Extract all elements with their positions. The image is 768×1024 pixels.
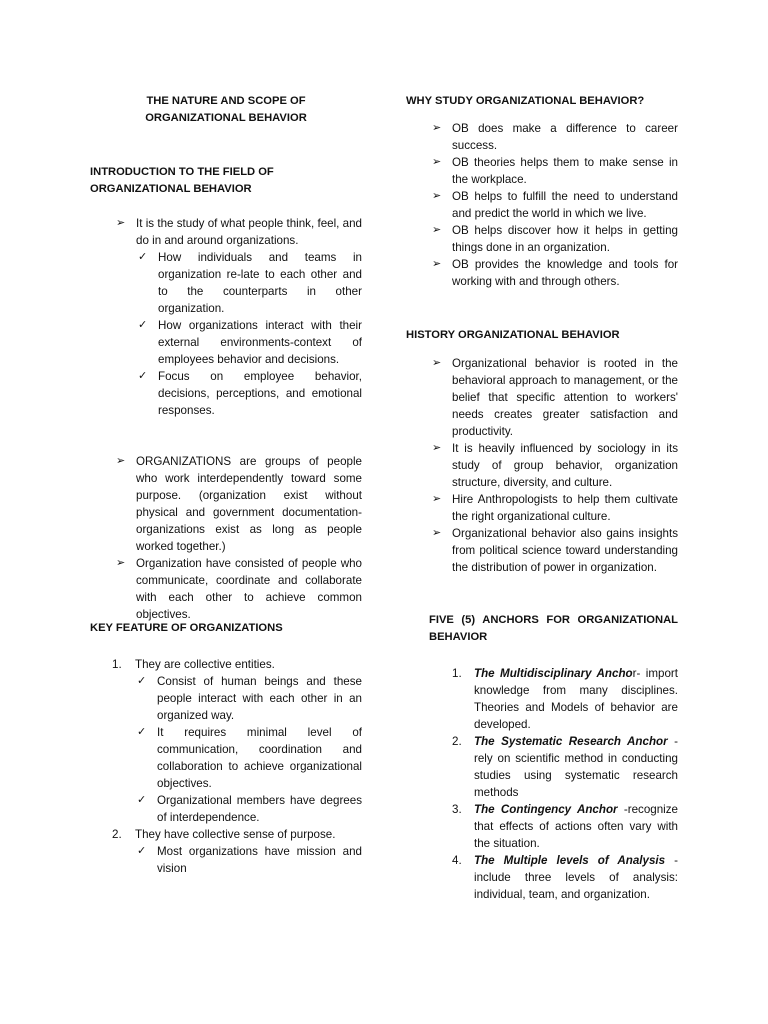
bullet-text: OB helps discover how it helps in getting things done in an organization.	[452, 224, 678, 254]
item-text: They are collective entities.	[135, 658, 275, 671]
bullet-text: OB does make a difference to career success.	[452, 122, 678, 152]
check-text: Focus on employee behavior, decisions, perceptions, and emotional responses.	[158, 370, 362, 417]
intro-heading: INTRODUCTION TO THE FIELD OF ORGANIZATIONAL BEHAVIOR	[90, 166, 274, 195]
list-item	[406, 491, 678, 525]
list-item	[90, 656, 362, 826]
arrowhead-bullet-icon: ➢	[116, 557, 126, 569]
spacer	[90, 419, 362, 436]
bullet-text: OB helps to fulfill the need to understand and predict the world in which we live.	[452, 190, 678, 220]
arrowhead-bullet-icon: ➢	[432, 122, 442, 134]
list-item	[136, 249, 362, 317]
bullet-text: Organization have consisted of people who communicate, coordinate and collaborate with each other to achieve common objectives.	[136, 557, 362, 621]
list-item	[406, 355, 678, 440]
key-feature-list	[90, 656, 362, 877]
why-section	[406, 93, 678, 290]
check-list	[136, 249, 362, 419]
list-item	[135, 673, 362, 724]
history-section	[406, 327, 678, 576]
list-item	[406, 188, 678, 222]
check-list	[135, 843, 362, 877]
bullet-text: ORGANIZATIONS are groups of people who work interdependently toward some purpose. (organization exist without physical and government documentation-organizations exist as long as people worked together.)	[136, 455, 362, 553]
anchor-name: The Multidisciplinary Ancho	[474, 667, 633, 680]
bullet-text: OB provides the knowledge and tools for working with and through others.	[452, 258, 678, 288]
why-bullet-list	[406, 120, 678, 290]
list-item	[406, 440, 678, 491]
arrowhead-bullet-icon: ➢	[432, 258, 442, 270]
list-item	[406, 801, 678, 852]
item-number: 3.	[452, 803, 462, 816]
list-item	[135, 724, 362, 792]
bullet-text: Organizational behavior is rooted in the behavioral approach to management, or the belief that specific attention to workers' needs creates greater satisfaction and productivity.	[452, 357, 678, 438]
document-title-block	[90, 93, 362, 127]
list-item	[135, 792, 362, 826]
list-item	[406, 256, 678, 290]
list-item	[90, 215, 362, 419]
intro-bullet-list	[90, 215, 362, 623]
spacer	[90, 436, 362, 453]
history-bullet-list	[406, 355, 678, 576]
item-text: They have collective sense of purpose.	[135, 828, 336, 841]
anchor-name: The Contingency Anchor	[474, 803, 618, 816]
anchor-description: -recognize that effects of actions often vary with the situation.	[474, 803, 678, 850]
arrowhead-bullet-icon: ➢	[116, 455, 126, 467]
key-feature-section	[90, 620, 362, 877]
item-number: 2.	[112, 828, 122, 841]
arrowhead-bullet-icon: ➢	[432, 224, 442, 236]
list-item	[406, 733, 678, 801]
check-text: How organizations interact with their external environments-context of employees behavior and decisions.	[158, 319, 362, 366]
arrowhead-bullet-icon: ➢	[116, 217, 126, 229]
anchor-description: - rely on scientific method in conducting studies using systematic research methods	[474, 735, 678, 799]
bullet-text: OB theories helps them to make sense in the workplace.	[452, 156, 678, 186]
item-number: 1.	[452, 667, 462, 680]
anchor-name: The Multiple levels of Analysis	[474, 854, 666, 867]
list-item	[406, 120, 678, 154]
arrowhead-bullet-icon: ➢	[432, 493, 442, 505]
arrowhead-bullet-icon: ➢	[432, 442, 442, 454]
list-item	[136, 368, 362, 419]
check-text: How individuals and teams in organization re-late to each other and to the counterparts in other organization.	[158, 251, 362, 315]
list-item	[406, 222, 678, 256]
anchors-list	[406, 665, 678, 903]
history-heading: HISTORY ORGANIZATIONAL BEHAVIOR	[406, 329, 620, 341]
check-text: It requires minimal level of communication, coordination and collaboration to achieve organizational objectives.	[157, 726, 362, 790]
list-item	[136, 317, 362, 368]
key-feature-heading: KEY FEATURE OF ORGANIZATIONS	[90, 622, 283, 634]
checkmark-icon: ✓	[138, 319, 148, 331]
checkmark-icon: ✓	[138, 370, 148, 382]
anchor-description: r- import knowledge from many disciplines. Theories and Models of behavior are developed.	[474, 667, 679, 731]
arrowhead-bullet-icon: ➢	[432, 527, 442, 539]
check-text: Consist of human beings and these people interact with each other in an organized way.	[157, 675, 362, 722]
bullet-text: It is heavily influenced by sociology in its study of group behavior, organization structure, diversity, and culture.	[452, 442, 678, 489]
list-item	[90, 826, 362, 877]
list-item	[406, 852, 678, 903]
anchors-heading: FIVE (5) ANCHORS FOR ORGANIZATIONAL BEHAVIOR	[429, 614, 678, 643]
list-item	[406, 154, 678, 188]
arrowhead-bullet-icon: ➢	[432, 156, 442, 168]
list-item	[406, 665, 678, 733]
anchors-section	[406, 612, 678, 903]
why-heading: WHY STUDY ORGANIZATIONAL BEHAVIOR?	[406, 95, 645, 107]
arrowhead-bullet-icon: ➢	[432, 190, 442, 202]
intro-section	[90, 164, 362, 623]
checkmark-icon: ✓	[137, 726, 147, 738]
checkmark-icon: ✓	[137, 675, 147, 687]
item-number: 4.	[452, 854, 462, 867]
anchor-name: The Systematic Research Anchor	[474, 735, 668, 748]
checkmark-icon: ✓	[137, 845, 147, 857]
arrowhead-bullet-icon: ➢	[432, 357, 442, 369]
bullet-text: Organizational behavior also gains insights from political science toward understanding the distribution of power in organization.	[452, 527, 678, 574]
list-item	[406, 525, 678, 576]
check-text: Most organizations have mission and vision	[157, 845, 362, 875]
checkmark-icon: ✓	[137, 794, 147, 806]
list-item	[135, 843, 362, 877]
item-number: 1.	[112, 658, 122, 671]
check-list	[135, 673, 362, 826]
check-text: Organizational members have degrees of interdependence.	[157, 794, 362, 824]
list-item	[90, 555, 362, 623]
bullet-text: Hire Anthropologists to help them cultivate the right organizational culture.	[452, 493, 678, 523]
document-title: THE NATURE AND SCOPE OF ORGANIZATIONAL BEHAVIOR	[145, 95, 307, 124]
item-number: 2.	[452, 735, 462, 748]
list-item	[90, 453, 362, 555]
checkmark-icon: ✓	[138, 251, 148, 263]
anchor-description: - include three levels of analysis: individual, team, and organization.	[474, 854, 678, 901]
bullet-text: It is the study of what people think, feel, and do in and around organizations.	[136, 217, 362, 247]
